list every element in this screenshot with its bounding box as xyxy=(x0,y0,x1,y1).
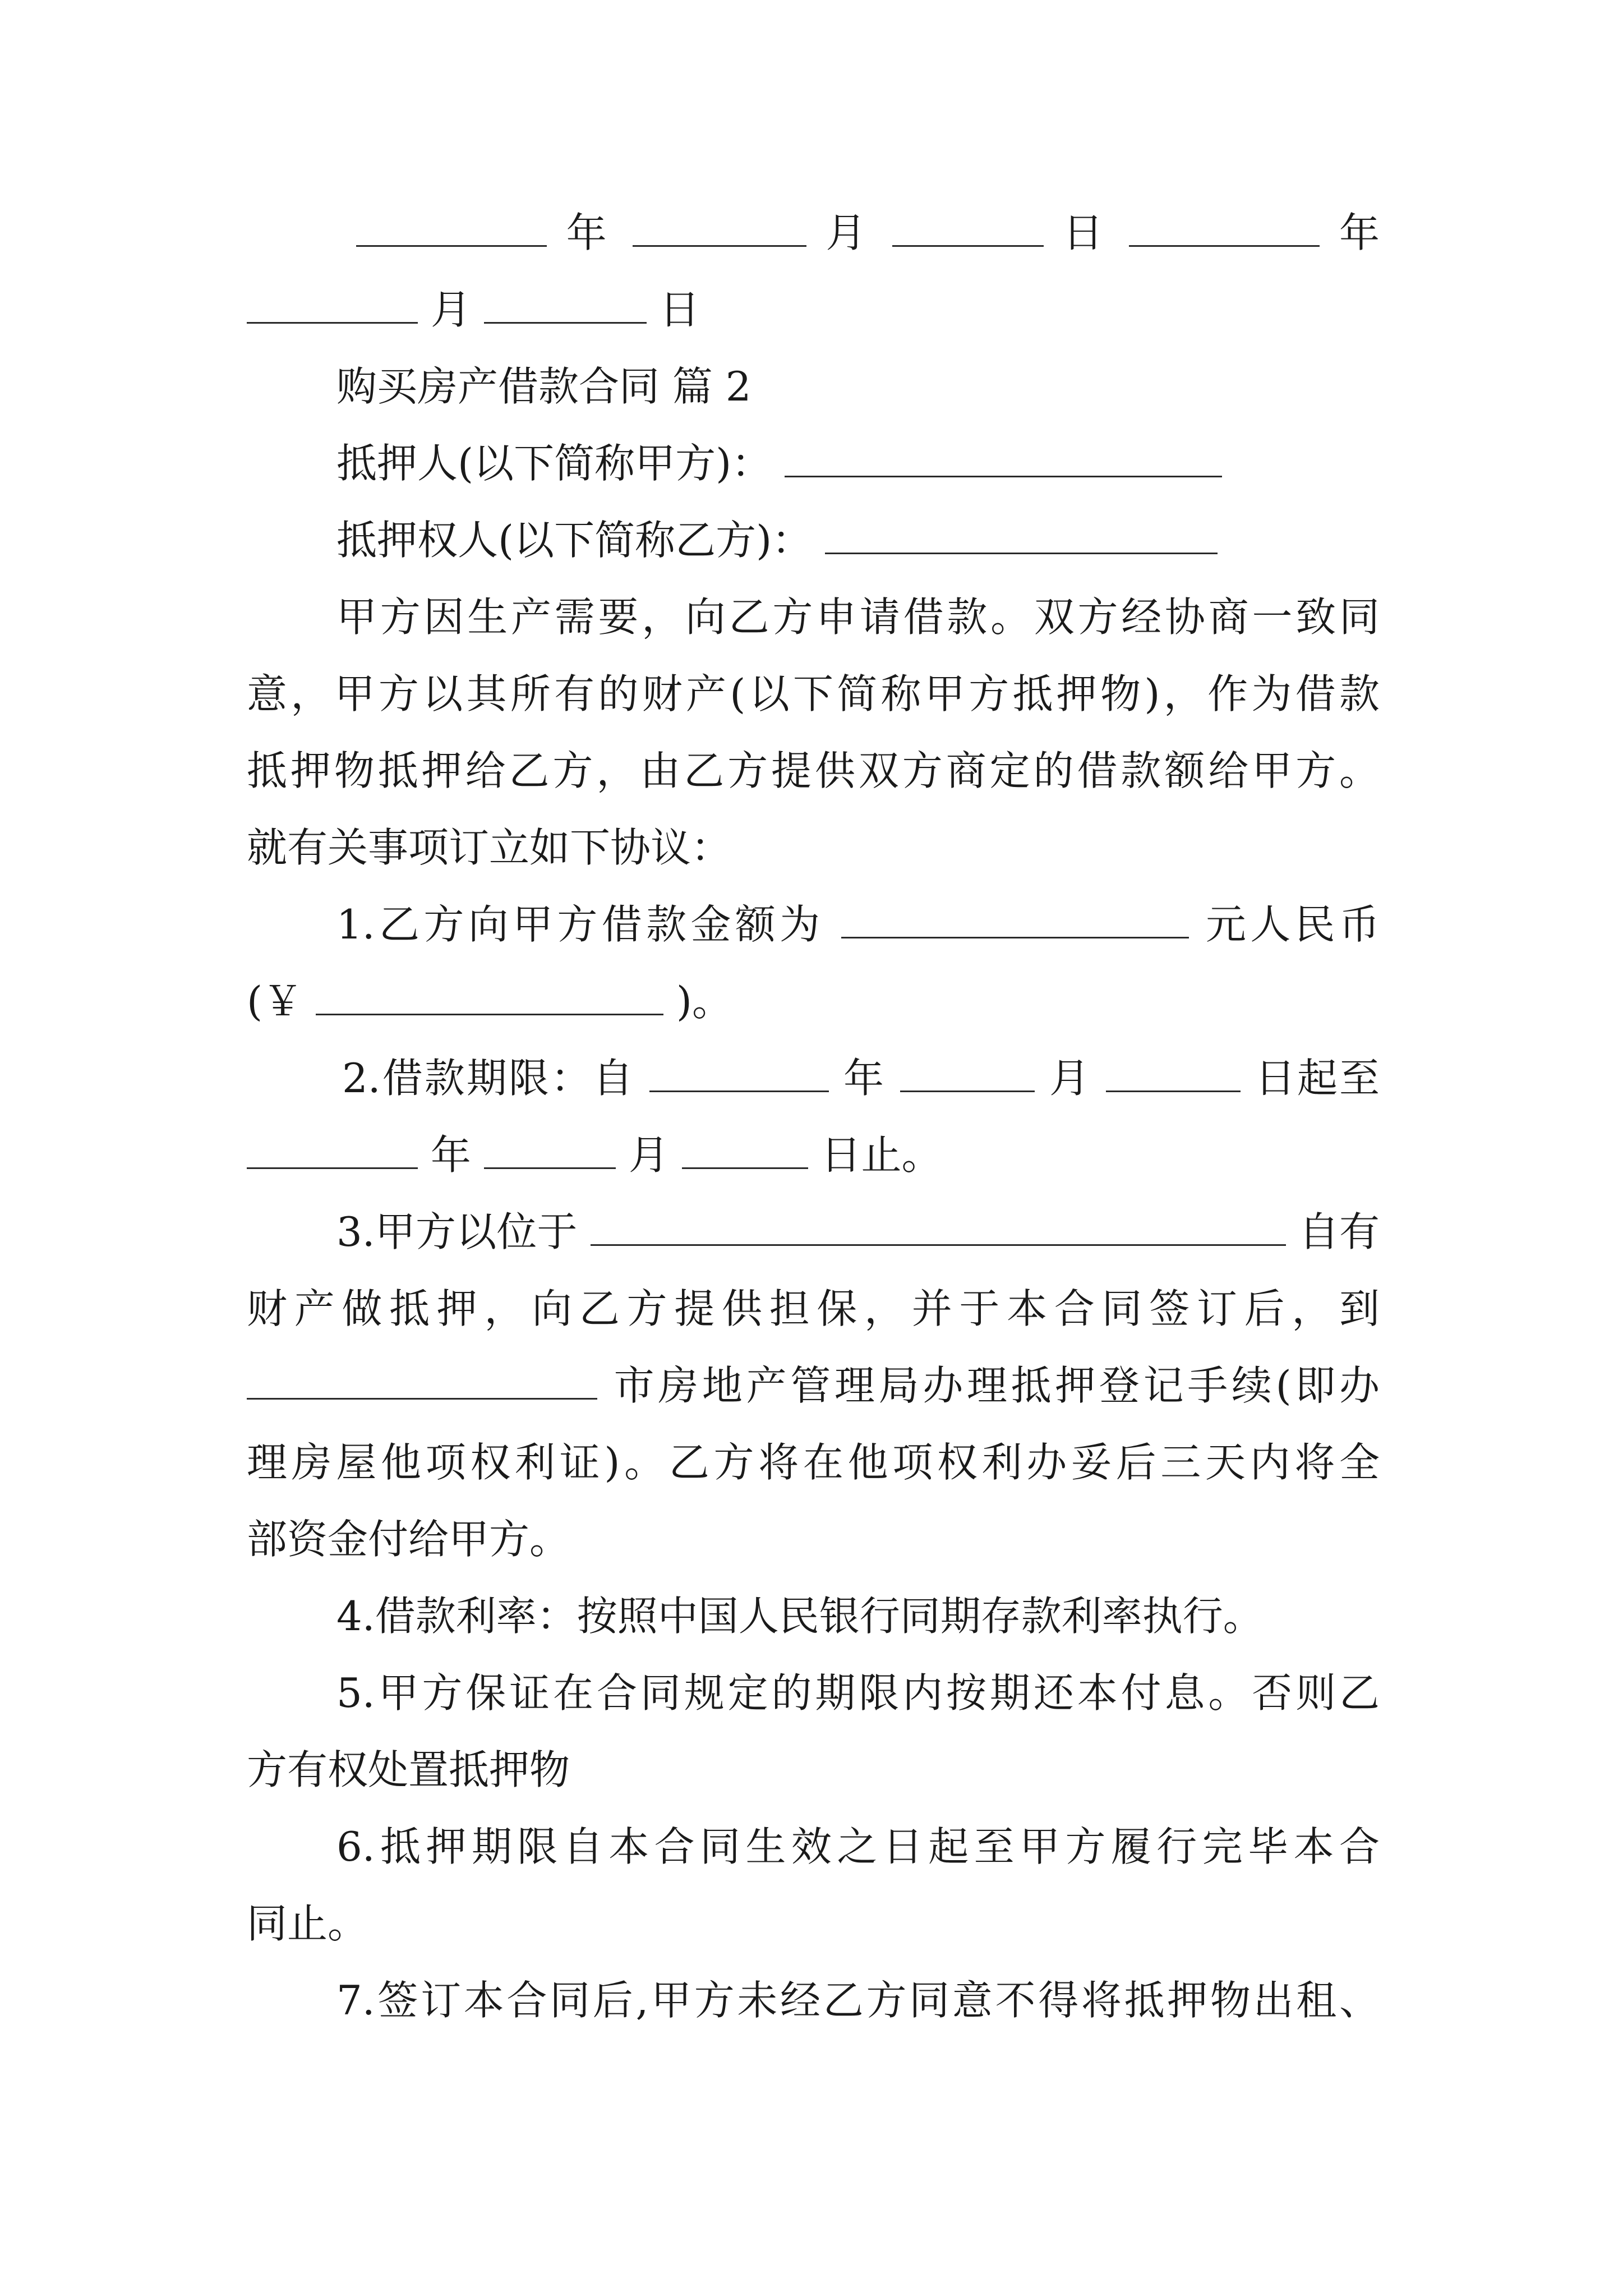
fill-in-blank xyxy=(356,209,547,247)
line-text: 抵押人(以下简称甲方)： xyxy=(336,440,772,487)
fill-in-blank xyxy=(825,516,1218,554)
line-text: 年 xyxy=(430,1131,471,1179)
document-line xyxy=(247,814,1380,881)
line-text: )。 xyxy=(676,978,732,1025)
line-text: 就有关事项订立如下协议： xyxy=(247,824,732,871)
document-line xyxy=(247,1352,1380,1419)
document-line xyxy=(247,199,1380,266)
fill-in-blank xyxy=(247,1361,597,1400)
line-text: 抵押物抵押给乙方，由乙方提供双方商定的借款额给甲方。 xyxy=(247,747,1380,794)
document-line xyxy=(247,1275,1380,1342)
document-line xyxy=(247,1121,1380,1189)
document-line xyxy=(247,583,1380,651)
fill-in-blank xyxy=(841,900,1189,938)
line-text: 年 xyxy=(1339,209,1380,256)
document-line xyxy=(247,1429,1380,1496)
fill-in-blank xyxy=(785,439,1222,477)
document-line xyxy=(247,891,1380,958)
document-line xyxy=(247,1506,1380,1573)
fill-in-blank xyxy=(247,286,418,324)
line-text: 4.借款利率：按照中国人民银行同期存款利率执行。 xyxy=(336,1593,1264,1640)
document-line xyxy=(247,1967,1380,2034)
document-line xyxy=(247,1736,1380,1803)
line-text: 方有权处置抵押物 xyxy=(247,1746,570,1793)
document-line xyxy=(247,1659,1380,1727)
document-line xyxy=(247,1045,1380,1112)
document-line xyxy=(247,737,1380,804)
fill-in-blank xyxy=(682,1131,808,1169)
line-text: 1.乙方向甲方借款金额为 xyxy=(336,901,824,948)
fill-in-blank xyxy=(892,209,1044,247)
line-text: 日 xyxy=(659,286,700,333)
line-text: 年 xyxy=(566,209,614,256)
line-text: 日起至 xyxy=(1255,1055,1380,1102)
line-text: 自有 xyxy=(1298,1208,1380,1255)
document-line xyxy=(247,1890,1380,1957)
fill-in-blank xyxy=(1129,209,1320,247)
document-line xyxy=(247,276,1380,343)
line-text: 日 xyxy=(1063,209,1110,256)
line-text: 月 xyxy=(628,1131,669,1179)
fill-in-blank xyxy=(484,286,647,324)
document-line xyxy=(247,660,1380,728)
fill-in-blank xyxy=(484,1131,616,1169)
line-text: 财产做抵押，向乙方提供担保，并于本合同签订后，到 xyxy=(247,1285,1380,1332)
line-text: 部资金付给甲方。 xyxy=(247,1516,570,1563)
document-line xyxy=(247,1582,1380,1650)
line-text: 日止。 xyxy=(820,1131,942,1179)
line-text: 月 xyxy=(430,286,471,333)
line-text: (￥ xyxy=(247,978,303,1025)
line-text: 抵押权人(以下简称乙方)： xyxy=(336,517,813,564)
line-text: 5.甲方保证在合同规定的期限内按期还本付息。否则乙 xyxy=(336,1669,1380,1717)
fill-in-blank xyxy=(900,1054,1035,1092)
line-text: 理房屋他项权利证)。乙方将在他项权利办妥后三天内将全 xyxy=(247,1439,1380,1486)
document-line xyxy=(247,430,1380,497)
line-text: 月 xyxy=(826,209,873,256)
line-text: 购买房产借款合同 篇 2 xyxy=(336,363,751,410)
fill-in-blank xyxy=(591,1208,1286,1246)
line-text: 元人民币 xyxy=(1205,901,1380,948)
line-text: 意，甲方以其所有的财产(以下简称甲方抵押物)，作为借款 xyxy=(247,670,1380,717)
line-text: 市房地产管理局办理抵押登记手续(即办 xyxy=(614,1362,1380,1409)
document-line xyxy=(247,1198,1380,1266)
fill-in-blank xyxy=(316,977,663,1015)
line-text: 甲方因生产需要，向乙方申请借款。双方经协商一致同 xyxy=(336,593,1380,641)
document-line xyxy=(247,507,1380,574)
fill-in-blank xyxy=(247,1131,418,1169)
fill-in-blank xyxy=(649,1054,829,1092)
line-text: 6.抵押期限自本合同生效之日起至甲方履行完毕本合 xyxy=(336,1823,1380,1870)
document-line xyxy=(247,968,1380,1035)
line-text: 7.签订本合同后,甲方未经乙方同意不得将抵押物出租、 xyxy=(336,1977,1380,2024)
document-line xyxy=(247,1813,1380,1880)
line-text: 3.甲方以位于 xyxy=(336,1208,578,1255)
fill-in-blank xyxy=(633,209,806,247)
line-text: 年 xyxy=(843,1055,886,1102)
document-line xyxy=(247,353,1380,420)
fill-in-blank xyxy=(1106,1054,1241,1092)
line-text: 月 xyxy=(1049,1055,1092,1102)
line-text: 同止。 xyxy=(247,1900,368,1947)
line-text: 2.借款期限：自 xyxy=(342,1055,635,1102)
